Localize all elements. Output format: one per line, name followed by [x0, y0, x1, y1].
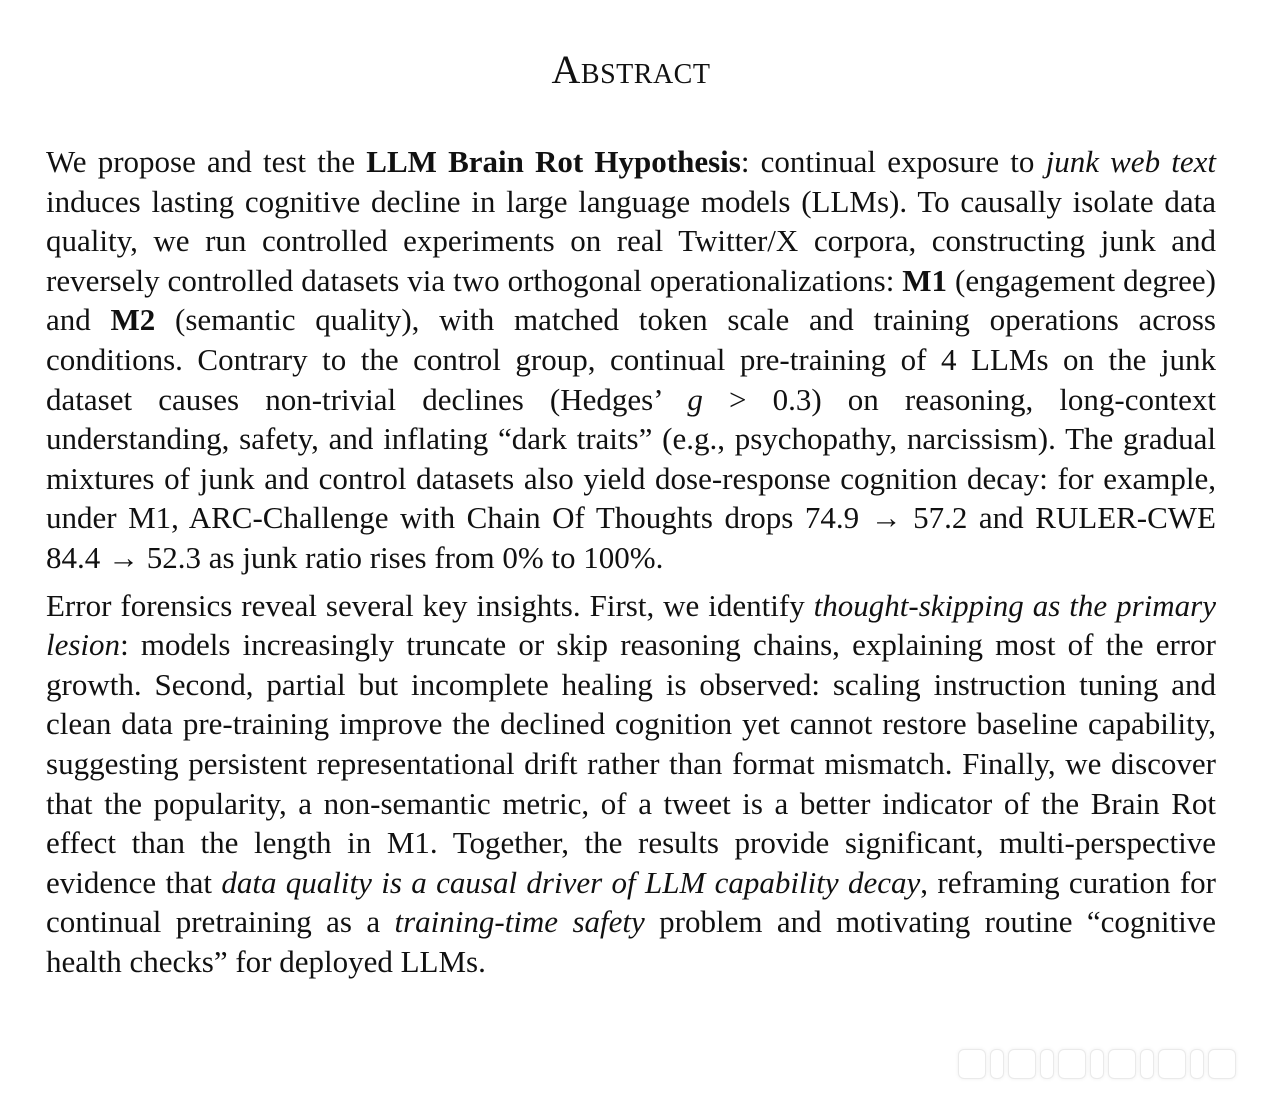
watermark-block — [1140, 1049, 1154, 1079]
italic-term-training-time-safety: training-time safety — [394, 904, 645, 940]
watermark-block — [1058, 1049, 1086, 1079]
watermark-overlay — [958, 1046, 1254, 1082]
italic-term-causal-driver: data quality is a causal driver of LLM capability decay — [221, 864, 921, 900]
text-run: problem and motivating routine “cognitive health checks” for deployed LLMs. — [46, 904, 1216, 979]
text-run: (semantic quality), with matched token scale and training operations across conditions. Contrary to the control group, continual pre-training of 4 LLMs on the junk dataset causes non-trivial declines (Hedges’ — [46, 302, 1216, 417]
abstract-paragraph-1 — [46, 142, 1216, 578]
watermark-block — [1208, 1049, 1236, 1079]
watermark-block — [1090, 1049, 1104, 1079]
watermark-block — [958, 1049, 986, 1079]
bold-term-hypothesis: LLM Brain Rot Hypothesis — [366, 144, 741, 179]
bold-term-m1: M1 — [902, 262, 948, 298]
text-run: : models increasingly truncate or skip reasoning chains, explaining most of the error growth. Second, partial but incomplete healing is observed: scaling instruction tuning and clean data pre-training improve the declined cognition yet cannot restore baseline capability, suggesting persistent representational drift rather than format mismatch. Finally, we discover that the popularity, a non-semantic metric, of a tweet is a better indicator of the Brain Rot effect than the length in M1. Together, the results provide significant, multi-perspective evidence that — [46, 627, 1216, 900]
italic-term-primary-lesion: thought-skipping as the primary lesion — [46, 587, 1216, 663]
watermark-block — [1158, 1049, 1186, 1079]
watermark-block — [1008, 1049, 1036, 1079]
watermark-block — [1190, 1049, 1204, 1079]
bold-term-m2: M2 — [110, 302, 156, 338]
text-run: : continual exposure to — [740, 144, 1046, 179]
italic-term-junk-web-text: junk web text — [1045, 144, 1216, 179]
text-run: induces lasting cognitive decline in large language models (LLMs). To causally isolate data quality, we run controlled experiments on real Twitter/X corpora, constructing junk and reversely controlled datasets via two orthogonal operationalizations: — [46, 183, 1216, 298]
abstract-paragraph-2 — [46, 586, 1216, 982]
math-variable-g: g — [687, 381, 703, 417]
text-run: (engagement degree) and — [46, 262, 1216, 338]
watermark-block — [990, 1049, 1004, 1079]
abstract-section — [46, 0, 1216, 981]
watermark-block — [1040, 1049, 1054, 1079]
text-run: , reframing curation for continual pretraining as a — [46, 864, 1216, 940]
text-run: Error forensics reveal several key insights. First, we identify — [46, 587, 814, 623]
text-run: We propose and test the — [46, 144, 367, 179]
abstract-heading: Abstract — [551, 47, 711, 92]
text-run: > 0.3) on reasoning, long-context understanding, safety, and inflating “dark traits” (e.g., psychopathy, narcissism). The gradual mixtures of junk and control datasets also yield dose-response cognition decay: for example, under M1, ARC-Challenge with Chain Of Thoughts drops 74.9 → 57.2 and RULER-CWE 84.4 → 52.3 as junk ratio rises from 0% to 100%. — [46, 381, 1216, 575]
watermark-block — [1108, 1049, 1136, 1079]
